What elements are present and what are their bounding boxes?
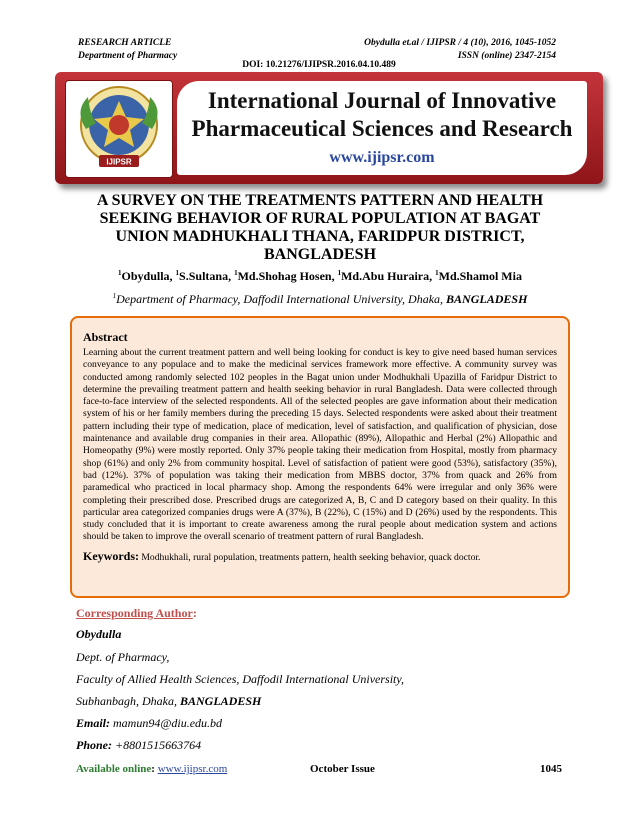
- email-label: Email:: [76, 716, 114, 730]
- paper-title-line: BANGLADESH: [263, 246, 377, 263]
- journal-title: [177, 87, 587, 143]
- paper-title-line: A SURVEY ON THE TREATMENTS PATTERN AND HEALTH: [96, 192, 544, 209]
- abstract-heading: Abstract: [83, 330, 128, 344]
- journal-banner: [55, 72, 603, 184]
- abstract-box: [70, 316, 570, 598]
- paper-title-line: SEEKING BEHAVIOR OF RURAL POPULATION AT BAGAT: [99, 210, 541, 227]
- footer-online-label: Available online: [76, 763, 152, 775]
- corresponding-address: [76, 694, 261, 709]
- journal-logo-icon: [66, 81, 172, 177]
- author-name: S.Sultana,: [179, 269, 232, 283]
- author-sup: 1: [337, 269, 342, 277]
- corresponding-phone: [76, 738, 201, 753]
- corresponding-colon: :: [192, 606, 197, 620]
- corresponding-faculty: Faculty of Allied Health Sciences, Daffodil International University,: [76, 672, 405, 686]
- author-name: Obydulla,: [121, 269, 173, 283]
- paper-title: [75, 192, 565, 264]
- citation: Obydulla et.al / IJIPSR / 4 (10), 2016, 1045-1052: [364, 38, 556, 48]
- footer-online: [76, 763, 227, 775]
- keywords: [83, 549, 557, 564]
- author-list: [60, 269, 580, 284]
- paper-title-line: UNION MADHUKHALI THANA, FARIDPUR DISTRICT,: [115, 228, 525, 245]
- abstract-text: Learning about the current treatment pattern and well being looking for conduct is key to give need based human services conveyance to any populace and to make the medicinal services framework more effective. A community survey was conducted among randomly selected 102 peoples in the Bagat union under Modhukhali Upazilla of Faridpur District to determine the prevailing treatment pattern and health seeking behavior in rural Bangladesh. Data were collected through face-to-face interview of the selected respondents. All of the selected peoples are gave information about their medication system of his or her family members during the preceding 15 days. Selected respondents were asked about their treatment pattern including their type of medication, place of medication, level of satisfaction, and qualification of physician, dose maintenance and available drug companies in their area. Allopathic (89%), Allopathic and Herbal (2%) Allopathic and Homeopathy (9%) were mostly reported. Only 37% people taking their medication from Hospital, mostly from pharmacy shop (61%) and only 2% from community hospital. Level of satisfaction of patient were good (53%), satisfactory (35%), bad (12%). 37% of population was taking their medication from MBBS doctor, 37% from quack and 26% from paramedical who practiced in local pharmacy shop. Among the respondents 64% were irregular and only 36% were completing their prescribed dose. Prescribed drugs are categorized A, B, C and D category based on their quality. In this particular area categorized companies drugs were A (37%), B (22%), C (15%) and D (26%) used by the respondents. This study concluded that it is important to create awareness among the rural people about medication system and actions should be taken to improve the overall scenario of treatment pattern of rural Bangladesh.: [83, 347, 557, 543]
- author-sup: 1: [175, 269, 180, 277]
- journal-url[interactable]: www.ijipsr.com: [329, 149, 435, 166]
- department: Department of Pharmacy: [78, 51, 178, 61]
- corresponding-author-heading: [76, 606, 197, 621]
- keywords-label: Keywords:: [83, 548, 139, 563]
- phone-label: Phone:: [76, 738, 115, 752]
- email-value[interactable]: mamun94@diu.edu.bd: [113, 716, 223, 730]
- corresponding-dept: Dept. of Pharmacy,: [76, 650, 170, 664]
- address-text: Subhanbagh, Dhaka,: [76, 694, 180, 708]
- doi: DOI: 10.21276/IJIPSR.2016.04.10.489: [242, 60, 396, 70]
- author-sup: 1: [118, 269, 122, 277]
- logo-text: IJIPSR: [106, 157, 132, 167]
- corresponding-name: Obydulla: [76, 627, 122, 641]
- footer-issue: October Issue: [310, 763, 375, 775]
- footer-online-colon: :: [151, 763, 158, 775]
- page-number: 1045: [540, 763, 562, 775]
- footer-url-link[interactable]: www.ijipsr.com: [157, 763, 228, 775]
- journal-title-line1: International Journal of Innovative: [207, 88, 557, 113]
- article-type: RESEARCH ARTICLE: [78, 38, 172, 48]
- journal-title-box: [177, 81, 587, 175]
- affiliation-text: Department of Pharmacy, Daffodil International University, Dhaka,: [116, 292, 447, 306]
- keywords-text: Modhukhali, rural population, treatments pattern, health seeking behavior, quack doctor.: [139, 551, 481, 563]
- affiliation: [60, 292, 580, 307]
- affiliation-sup: 1: [112, 292, 117, 300]
- author-name: Md.Shamol Mia: [438, 269, 522, 283]
- journal-logo: [65, 80, 173, 178]
- corresponding-author-label: Corresponding Author: [76, 606, 193, 620]
- phone-value: +8801515663764: [115, 738, 202, 752]
- issn: ISSN (online) 2347-2154: [457, 51, 556, 61]
- corresponding-email: [76, 716, 222, 731]
- author-sup: 1: [234, 269, 238, 277]
- author-name: Md.Abu Huraira,: [341, 269, 433, 283]
- author-name: Md.Shohag Hosen,: [237, 269, 335, 283]
- affiliation-country: BANGLADESH: [446, 292, 528, 306]
- author-sup: 1: [435, 269, 439, 277]
- journal-title-line2: Pharmaceutical Sciences and Research: [191, 116, 573, 141]
- address-country: BANGLADESH: [180, 694, 262, 708]
